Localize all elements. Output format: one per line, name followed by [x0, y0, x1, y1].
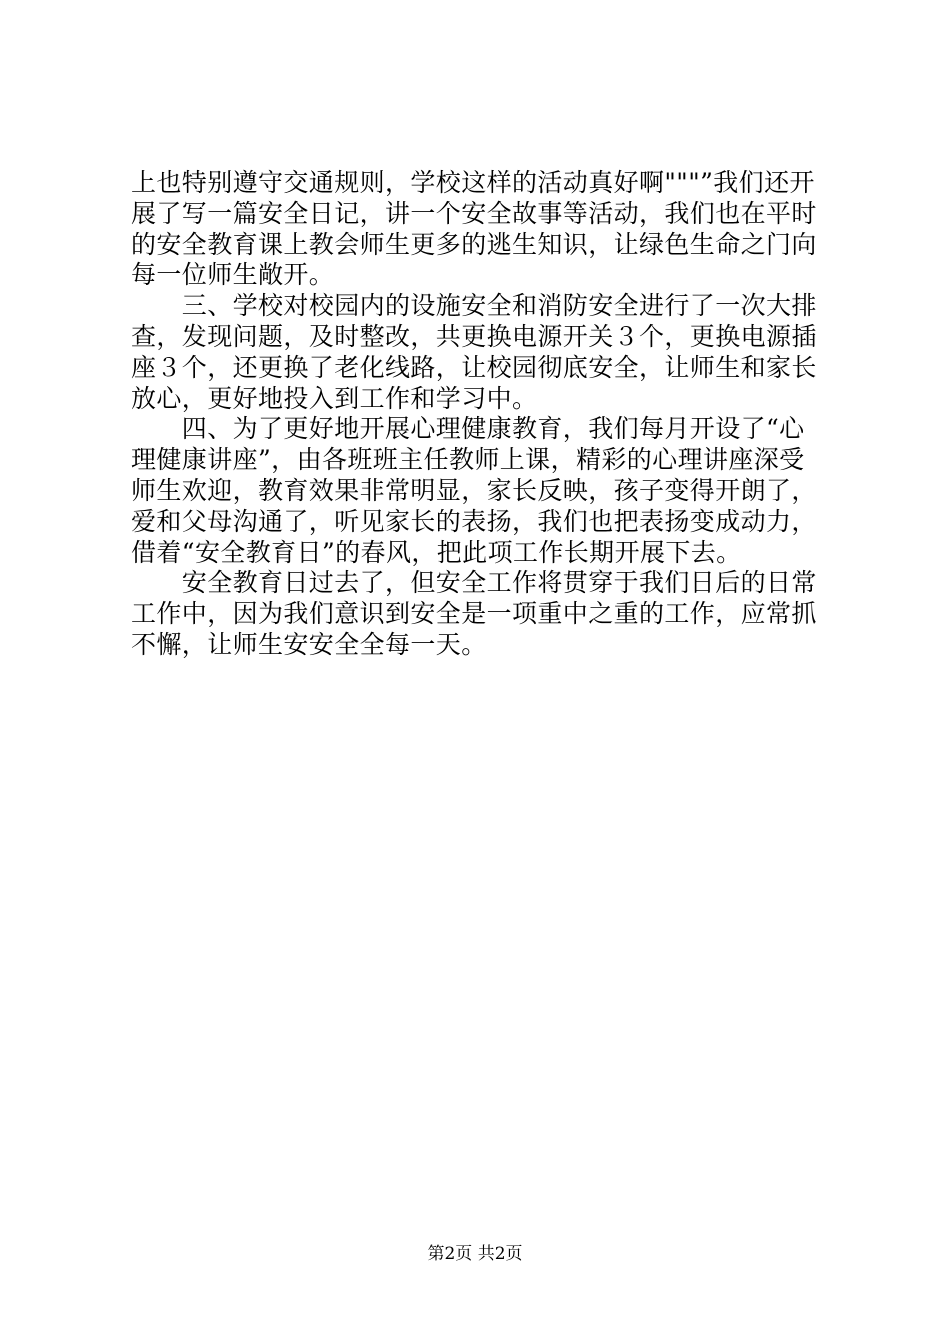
text-line: 工作中，因为我们意识到安全是一项重中之重的工作，应常抓	[131, 599, 817, 629]
text-line: 的安全教育课上教会师生更多的逃生知识，让绿色生命之门向	[131, 229, 817, 259]
text-line: 展了写一篇安全日记，讲一个安全故事等活动，我们也在平时	[131, 198, 817, 228]
text-line: 师生欢迎，教育效果非常明显，家长反映，孩子变得开朗了，	[131, 475, 817, 505]
text-line: 查，发现问题，及时整改，共更换电源开关３个，更换电源插	[131, 321, 817, 351]
text-line: 四、为了更好地开展心理健康教育，我们每月开设了“心	[131, 414, 805, 444]
text-line: 放心，更好地投入到工作和学习中。	[131, 383, 538, 413]
document-body	[131, 168, 831, 661]
text-line: 借着“安全教育日”的春风，把此项工作长期开展下去。	[131, 537, 742, 567]
text-line: 理健康讲座”，由各班班主任教师上课，精彩的心理讲座深受	[131, 445, 805, 475]
text-line: 每一位师生敞开。	[131, 260, 335, 290]
text-line: 不懈，让师生安安全全每一天。	[131, 629, 487, 659]
text-line: 座３个，还更换了老化线路，让校园彻底安全，让师生和家长	[131, 352, 817, 382]
text-line: 上也特别遵守交通规则，学校这样的活动真好啊"""”我们还开	[131, 168, 815, 197]
text-line: 三、学校对校园内的设施安全和消防安全进行了一次大排	[131, 291, 817, 321]
text-line: 安全教育日过去了，但安全工作将贯穿于我们日后的日常	[131, 568, 817, 598]
text-line: 爱和父母沟通了，听见家长的表扬，我们也把表扬变成动力，	[131, 506, 817, 536]
page-footer	[0, 1243, 950, 1265]
page-number-label: 第2页 共2页	[427, 1244, 523, 1264]
